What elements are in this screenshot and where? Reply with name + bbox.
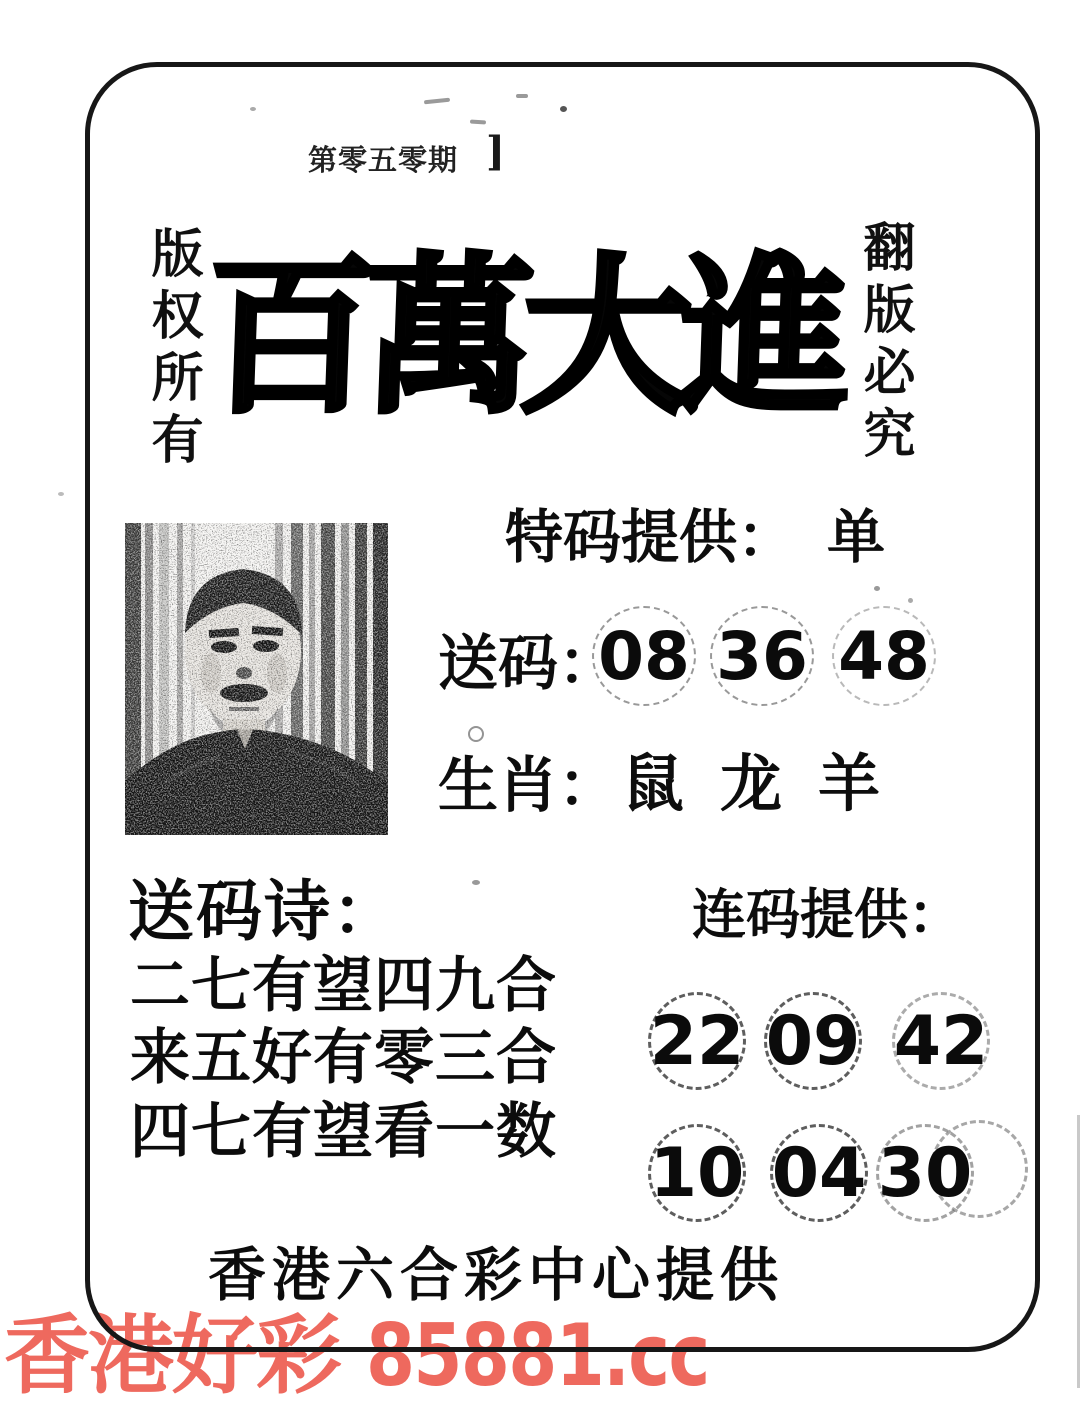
- anti-piracy-right-text: 翻版必究: [854, 220, 915, 468]
- consecutive-number-circle: [892, 992, 990, 1090]
- zodiac-value: 羊: [818, 747, 881, 820]
- special-code-value: 单: [827, 503, 886, 571]
- consecutive-number-circle: [876, 1124, 974, 1222]
- gift-number-circle: [710, 606, 814, 706]
- zodiac-value: 龙: [720, 747, 783, 820]
- zodiac-values: [622, 734, 880, 823]
- consecutive-number-circle: [648, 1124, 746, 1222]
- zodiac-label: 生肖：: [438, 751, 618, 821]
- scan-bracket-mark: ]: [486, 128, 505, 175]
- scan-speck: [58, 492, 64, 496]
- scan-speck: [874, 586, 880, 591]
- watermark-brand: 香港好彩: [4, 1306, 340, 1406]
- consecutive-number: 04: [771, 1133, 867, 1213]
- main-title: 百萬大進: [202, 237, 842, 437]
- consecutive-number: 42: [893, 1001, 989, 1081]
- scan-ring-mark: [468, 726, 484, 742]
- page-edge-line: [1077, 1115, 1080, 1388]
- zodiac-value: 鼠: [622, 747, 685, 820]
- portrait-photo: [125, 523, 388, 835]
- scan-speck: [424, 98, 450, 105]
- special-code-row: [505, 490, 885, 574]
- consecutive-number-circle: [764, 992, 862, 1090]
- poem-line: 二七有望四九合: [130, 951, 557, 1021]
- watermark: [4, 1286, 784, 1410]
- gift-number: 48: [838, 617, 930, 695]
- gift-number: 08: [598, 617, 690, 695]
- gift-number-circle: [832, 606, 936, 706]
- provider-text: 香港六合彩中心提供: [208, 1241, 785, 1309]
- consecutive-number-circle: [648, 992, 746, 1090]
- issue-label: 第零五零期: [308, 143, 459, 177]
- consecutive-number: 22: [649, 1001, 745, 1081]
- copyright-left-text: 版权所有: [142, 226, 203, 474]
- poem-line: 来五好有零三合: [130, 1023, 557, 1093]
- consecutive-number: 30: [877, 1133, 973, 1213]
- special-code-label: 特码提供：: [505, 503, 796, 571]
- poem-line: 四七有望看一数: [130, 1097, 557, 1167]
- scan-speck: [472, 880, 480, 885]
- consecutive-number-circle: [770, 1124, 868, 1222]
- watermark-site: 85881.cc: [366, 1306, 709, 1406]
- consecutive-number: 09: [765, 1001, 861, 1081]
- consecutive-number: 10: [649, 1133, 745, 1213]
- consecutive-codes-label: 连码提供：: [692, 882, 962, 946]
- scan-speck: [250, 107, 256, 111]
- scan-speck: [908, 598, 913, 603]
- scan-speck: [470, 119, 486, 124]
- poem-title: 送码诗：: [128, 872, 400, 950]
- gift-number-circle: [592, 606, 696, 706]
- gift-number: 36: [716, 617, 808, 695]
- scan-speck: [516, 94, 528, 98]
- gift-code-label: 送码：: [438, 629, 618, 699]
- scan-speck: [560, 106, 567, 112]
